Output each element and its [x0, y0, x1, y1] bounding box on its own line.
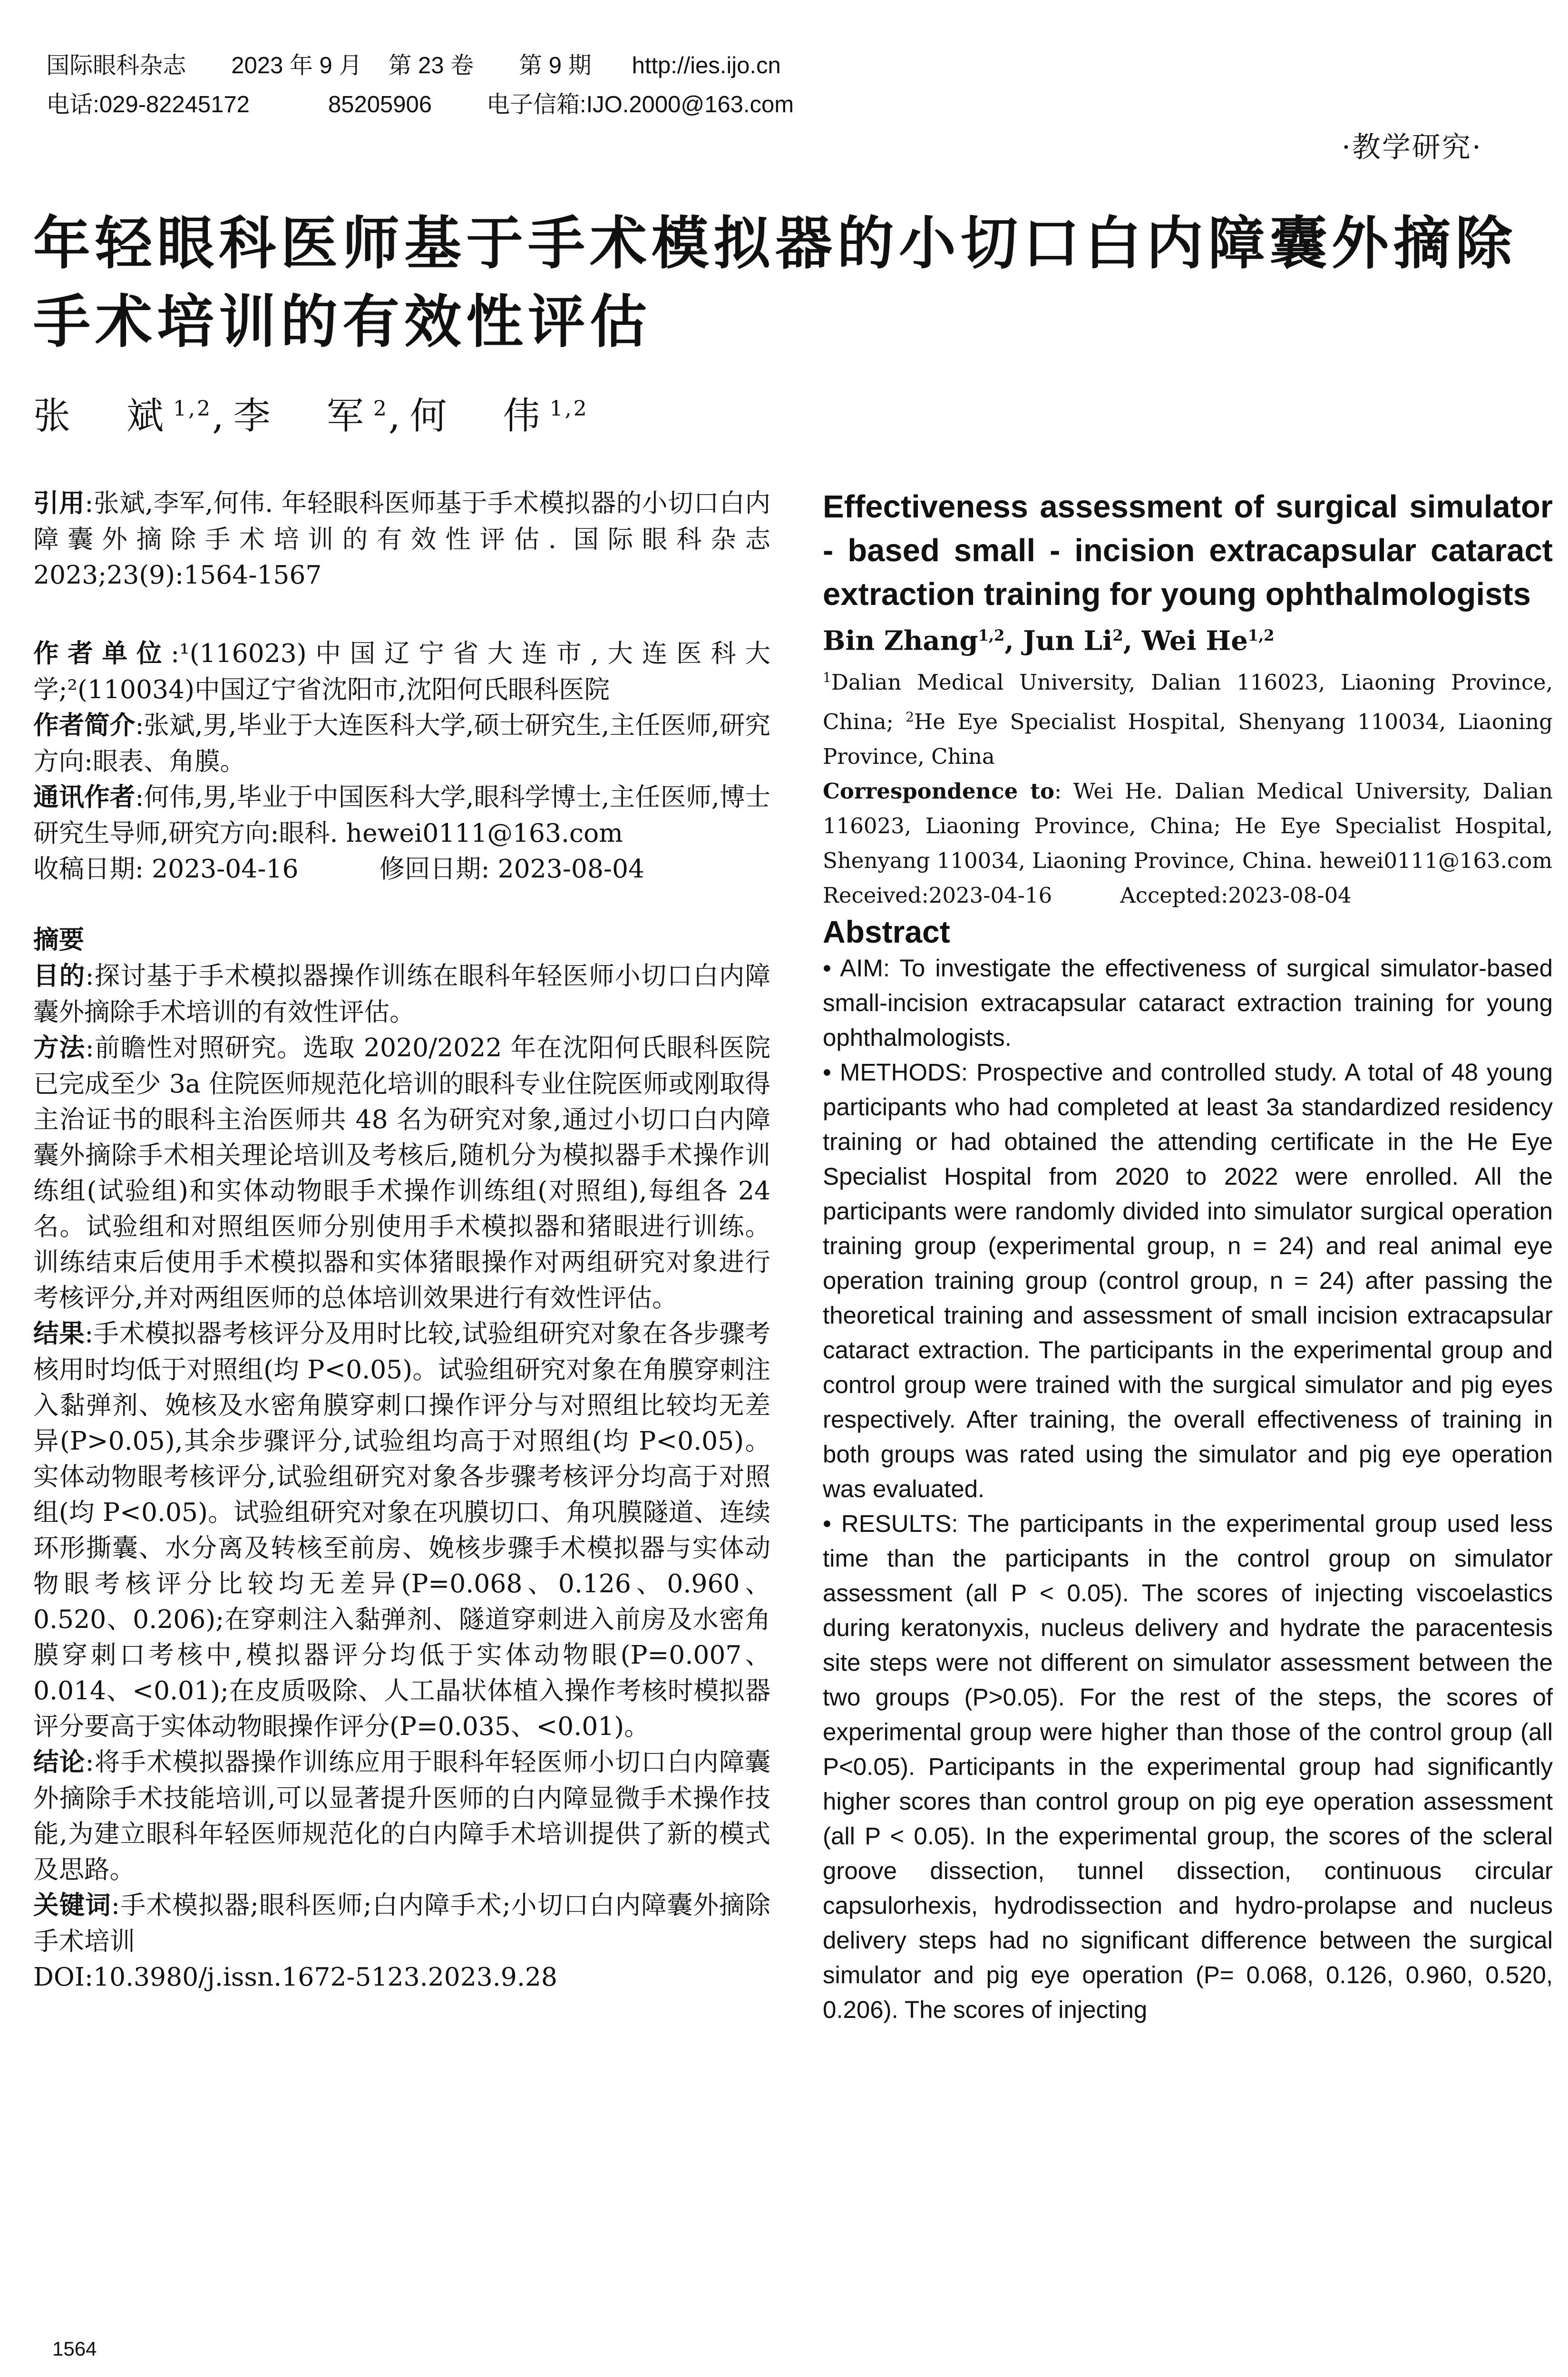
right-column-en — [823, 485, 1553, 2027]
citation-text: :张斌,李军,何伟. 年轻眼科医师基于手术模拟器的小切口白内障囊外摘除手术培训的有效性评估. 国际眼科杂志 2023;23(9):1564-1567 — [33, 488, 770, 590]
objective-text: :探讨基于手术模拟器操作训练在眼科年轻医师小切口白内障囊外摘除手术培训的有效性评估。 — [33, 961, 771, 1027]
volume: 第 23 卷 — [388, 53, 474, 78]
results-text: : The participants in the experimental group used less time than the participants in the control group on simulator assessment (all P < 0.05). The scores of injecting viscoelastics during keratonyxis, nucleus delivery and hydrate the paracentesis site steps were not different on simulator assessment between the two groups (P>0.05). For the rest of the steps, the scores of experimental group were higher than those of the control group (all P<0.05). Participants in the experimental group had significantly higher scores than control group on pig eye operation assessment (all P < 0.05). In the experimental group, the scores of the scleral groove dissection, tunnel dissection, continuous circular capsulorhexis, hydrodissection and hydro-prolapse and nucleus delivery steps had no significant difference between the surgical simulator and pig eye operation (P= 0.068, 0.126, 0.960, 0.520, 0.206). The scores of injecting — [823, 1510, 1553, 2023]
abstract-heading-cn: 摘要 — [33, 926, 84, 954]
page-number: 1564 — [52, 2338, 97, 2360]
author-separator: , — [1123, 625, 1142, 657]
accepted-date: Accepted:2023-08-04 — [1120, 882, 1352, 908]
abstract-heading-en: Abstract — [823, 914, 950, 949]
affiliation-mark: 1 — [823, 669, 831, 685]
author-name: Jun Li — [1023, 625, 1113, 657]
correspondence-label: Correspondence to — [823, 778, 1055, 804]
aim-label: • AIM — [823, 954, 883, 982]
dates-en — [823, 878, 1553, 913]
abstract-results — [33, 1315, 770, 1744]
journal-website: http://ies.ijo.cn — [632, 53, 781, 78]
running-header-line2 — [33, 62, 794, 119]
bio-text: :张斌,男,毕业于大连医科大学,硕士研究生,主任医师,研究方向:眼表、角膜。 — [33, 710, 770, 776]
article-dates — [33, 851, 770, 887]
keywords-label: 关键词 — [33, 1891, 111, 1919]
aim-text: : To investigate the effectiveness of surgical simulator-based small-incision extracapsular cataract extraction training for young ophthalmologists. — [823, 954, 1553, 1051]
article-title-cn: 年轻眼科医师基于手术模拟器的小切口白内障囊外摘除手术培训的有效性评估 — [33, 212, 1517, 354]
correspondence-text: :何伟,男,毕业于中国医科大学,眼科学博士,主任医师,博士研究生导师,研究方向:眼科. hewei0111@163.com — [33, 782, 770, 848]
bio-label: 作者简介 — [33, 711, 136, 740]
abstract-methods — [33, 1030, 770, 1315]
correspondence-label: 通讯作者 — [33, 783, 136, 811]
journal-phone: 电话:029-82245172 — [46, 92, 250, 117]
correspondence-en — [823, 774, 1553, 878]
affiliation-1: Dalian Medical University, Dalian 116023, Liaoning Province, China; — [823, 669, 1553, 734]
author-affiliation — [33, 635, 770, 707]
issue-number: 第 9 期 — [519, 53, 592, 78]
author-name: 何 伟 — [409, 395, 550, 438]
citation — [33, 485, 770, 593]
abstract-aim — [823, 951, 1553, 1055]
author-affiliation-mark: 2 — [373, 397, 389, 421]
methods-label: • METHODS — [823, 1058, 961, 1086]
affiliations-en — [823, 660, 1553, 774]
abstract-results-en — [823, 1506, 1553, 2027]
results-label: • RESULTS — [823, 1510, 952, 1537]
keywords — [33, 1887, 770, 1959]
author-affiliation-mark: 1,2 — [173, 397, 212, 421]
abstract-conclusion — [33, 1744, 770, 1887]
author-name: 张 斌 — [33, 395, 174, 438]
author-bio — [33, 707, 770, 779]
keywords-text: :手术模拟器;眼科医师;白内障手术;小切口白内障囊外摘除手术培训 — [33, 1890, 770, 1956]
author-separator: , — [1004, 625, 1023, 657]
results-text: :手术模拟器考核评分及用时比较,试验组研究对象在各步骤考核用时均低于对照组(均 P<0.05)。试验组研究对象在角膜穿刺注入黏弹剂、娩核及水密角膜穿刺口操作评分与对照组比较均无差异(P>0.05),其余步骤评分,试验组均高于对照组(均 P<0.05)。实体动物眼考核评分,试验组研究对象各步骤考核评分均高于对照组(均 P<0.05)。试验组研究对象在巩膜切口、角巩膜隧道、连续环形撕囊、水分离及转核至前房、娩核步骤手术模拟器与实体动物眼考核评分比较均无差异(P=0.068、0.126、0.960、0.520、0.206);在穿刺注入黏弹剂、隧道穿刺进入前房及水密角膜穿刺口考核中,模拟器评分均低于实体动物眼(P=0.007、0.014、<0.01);在皮质吸除、人工晶状体植入操作考核时模拟器评分要高于实体动物眼操作评分(P=0.035、<0.01)。 — [33, 1318, 770, 1741]
author-affiliation-mark: 1,2 — [978, 626, 1005, 644]
author-affiliation-mark: 1,2 — [1247, 626, 1275, 644]
methods-label: 方法 — [33, 1034, 86, 1062]
results-label: 结果 — [33, 1320, 85, 1348]
journal-phone-2: 85205906 — [328, 92, 432, 117]
affiliation-2: He Eye Specialist Hospital, Shenyang 110034, Liaoning Province, China — [823, 709, 1553, 769]
left-column-cn — [33, 485, 770, 1995]
section-tag: ·教学研究· — [1341, 131, 1482, 164]
methods-text: :前瞻性对照研究。选取 2020/2022 年在沈阳何氏眼科医院已完成至少 3a 住院医师规范化培训的眼科专业住院医师或刚取得主治证书的眼科主治医师共 48 名为研究对象,通过小切口白内障囊外摘除手术相关理论培训及考核后,随机分为模拟器手术操作训练组(试验组)和实体动物眼手术操作训练组(对照组),每组各 24 名。试验组和对照组医师分别使用手术模拟器和猪眼进行训练。训练结束后使用手术模拟器和实体猪眼操作对两组研究对象进行考核评分,并对两组医师的总体培训效果进行有效性评估。 — [33, 1033, 771, 1313]
affiliation-text: :¹(116023)中国辽宁省大连市,大连医科大学;²(110034)中国辽宁省沈阳市,沈阳何氏眼科医院 — [33, 638, 771, 704]
affiliation-label: 作者单位 — [33, 640, 171, 668]
author-affiliation-mark: 2 — [1112, 626, 1123, 644]
revised-date: 修回日期: 2023-08-04 — [379, 854, 645, 884]
objective-label: 目的 — [33, 962, 86, 990]
conclusion-text: :将手术模拟器操作训练应用于眼科年轻医师小切口白内障囊外摘除手术技能培训,可以显著提升医师的白内障显微手术操作技能,为建立眼科年轻医师规范化的白内障手术培训提供了新的模式及思路。 — [33, 1747, 771, 1884]
abstract-methods-en — [823, 1055, 1553, 1506]
journal-name: 国际眼科杂志 — [46, 53, 186, 78]
article-title-en: Effectiveness assessment of surgical simulator - based small - incision extracapsular cataract extraction training for young ophthalmologists — [823, 489, 1553, 612]
corresponding-author — [33, 779, 770, 851]
received-date: 收稿日期: 2023-04-16 — [33, 854, 299, 884]
affiliation-mark: 2 — [906, 709, 915, 725]
author-list-cn — [33, 385, 589, 440]
issue-date: 2023 年 9 月 — [231, 53, 362, 78]
author-name: Bin Zhang — [823, 625, 978, 657]
doi: DOI:10.3980/j.issn.1672-5123.2023.9.28 — [33, 1962, 557, 1992]
conclusion-label: 结论 — [33, 1748, 86, 1776]
author-list-en — [823, 616, 1553, 660]
received-date: Received:2023-04-16 — [823, 882, 1052, 908]
author-name: 李 军 — [233, 395, 373, 438]
citation-label: 引用 — [33, 489, 85, 517]
author-separator: , — [212, 395, 234, 438]
abstract-objective — [33, 958, 770, 1030]
author-separator: , — [388, 395, 410, 438]
journal-email: 电子信箱:IJO.2000@163.com — [486, 92, 794, 117]
methods-text: : Prospective and controlled study. A total of 48 young participants who had completed at least 3a standardized residency training or had obtained the attending certificate in the He Eye Specialist Hospital from 2020 to 2022 were enrolled. All the participants were randomly divided into simulator surgical operation training group (experimental group, n = 24) and real animal eye operation training group (control group, n = 24) after passing the theoretical training and assessment of small incision extracapsular cataract extraction. The participants in the experimental group and control group were trained with the surgical simulator and pig eyes respectively. After training, the overall effectiveness of training in both groups was rated using the simulator and pig eye operation was evaluated. — [823, 1058, 1553, 1502]
author-name: Wei He — [1141, 625, 1248, 657]
correspondence-text: : Wei He. Dalian Medical University, Dalian 116023, Liaoning Province, China; He Eye Specialist Hospital, Shenyang 110034, Liaoning Province, China. hewei0111@163.com — [823, 778, 1553, 873]
author-affiliation-mark: 1,2 — [549, 397, 589, 421]
